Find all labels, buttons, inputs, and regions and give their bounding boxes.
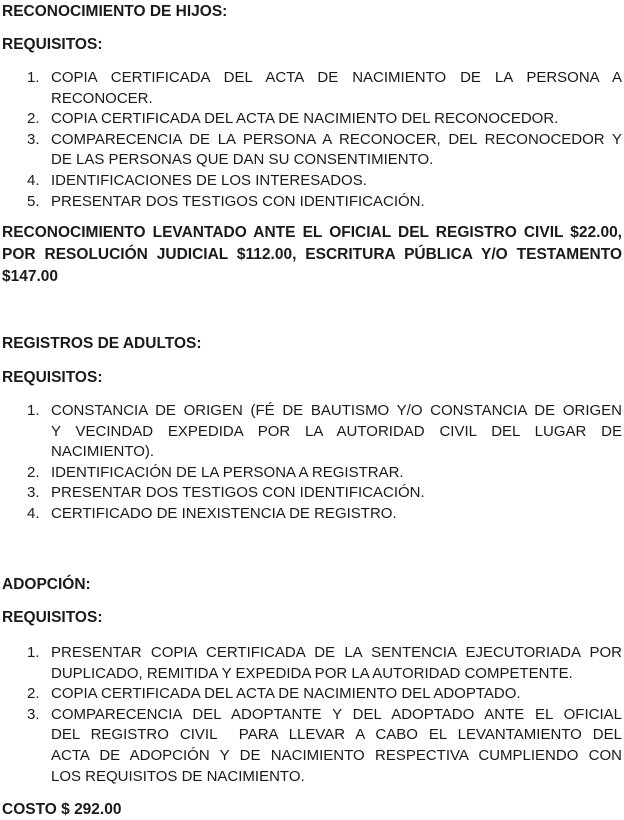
list-item: 3. COMPARECENCIA DE LA PERSONA A RECONOCER, DEL RECONOCEDOR Y DE LAS PERSONAS QUE DAN SU CONSENTIMIENTO. [27, 130, 622, 169]
list-item: 2. COPIA CERTIFICADA DEL ACTA DE NACIMIENTO DEL RECONOCEDOR. [0, 109, 624, 130]
list-item: 3. COMPARECENCIA DEL ADOPTANTE Y DEL ADOPTADO ANTE EL OFICIAL DEL REGISTRO CIVIL PARA LLEVAR A CABO EL LEVANTAMIENTO DEL ACTA DE ADOPCIÓN Y DE NACIMIENTO RESPECTIVA CUMPLIENDO CON LOS REQUISITOS DE NACIMIENTO. [27, 705, 622, 785]
list-number: 2. [27, 463, 40, 481]
requirements-label: REQUISITOS: [2, 369, 103, 386]
section-title-reconocimiento: RECONOCIMIENTO DE HIJOS: [2, 3, 228, 20]
requirements-list-adopcion [0, 643, 624, 787]
list-number: 3. [27, 705, 40, 723]
section-title-adopcion: ADOPCIÓN: [2, 576, 91, 593]
list-number: 2. [27, 110, 40, 128]
list-number: 5. [27, 192, 40, 210]
list-item: 1. PRESENTAR COPIA CERTIFICADA DE LA SENTENCIA EJECUTORIADA POR DUPLICADO, REMITIDA Y EXPEDIDA POR LA AUTORIDAD COMPETENTE. [27, 644, 622, 682]
list-item: 3. PRESENTAR DOS TESTIGOS CON IDENTIFICACIÓN. [0, 483, 624, 504]
list-number: 4. [27, 171, 40, 189]
list-number: 1. [27, 402, 40, 419]
list-item: 1. CONSTANCIA DE ORIGEN (FÉ DE BAUTISMO Y/O CONSTANCIA DE ORIGEN Y VECINDAD EXPEDIDA POR LA AUTORIDAD CIVIL DEL LUGAR DE NACIMIENTO). [27, 402, 622, 461]
cost-paragraph-reconocimiento: RECONOCIMIENTO LEVANTADO ANTE EL OFICIAL DEL REGISTRO CIVIL $22.00, POR RESOLUCIÓN JUDICIAL $112.00, ESCRITURA PÚBLICA Y/O TESTAMENTO $147.00 [2, 224, 622, 285]
list-item: 4. IDENTIFICACIONES DE LOS INTERESADOS. [0, 171, 624, 192]
list-number: 3. [27, 484, 40, 502]
list-number: 1. [27, 69, 40, 86]
list-item: 4. CERTIFICADO DE INEXISTENCIA DE REGISTRO. [0, 504, 624, 525]
list-item: 2. COPIA CERTIFICADA DEL ACTA DE NACIMIENTO DEL ADOPTADO. [0, 684, 624, 705]
list-number: 2. [27, 685, 40, 703]
requirements-label: REQUISITOS: [2, 36, 103, 53]
list-number: 1. [27, 644, 40, 661]
list-item: 1. COPIA CERTIFICADA DEL ACTA DE NACIMIENTO DE LA PERSONA A RECONOCER. [27, 69, 622, 107]
section-title-registros-adultos: REGISTROS DE ADULTOS: [2, 335, 202, 352]
list-number: 4. [27, 504, 40, 522]
adoption-cost: COSTO $ 292.00 [2, 801, 122, 818]
list-number: 3. [27, 130, 40, 148]
list-item: 5. PRESENTAR DOS TESTIGOS CON IDENTIFICACIÓN. [0, 192, 624, 213]
requirements-label: REQUISITOS: [2, 609, 103, 626]
requirements-list-registros-adultos [0, 401, 624, 525]
list-item: 2. IDENTIFICACIÓN DE LA PERSONA A REGISTRAR. [0, 463, 624, 484]
requirements-list-reconocimiento [0, 68, 624, 212]
